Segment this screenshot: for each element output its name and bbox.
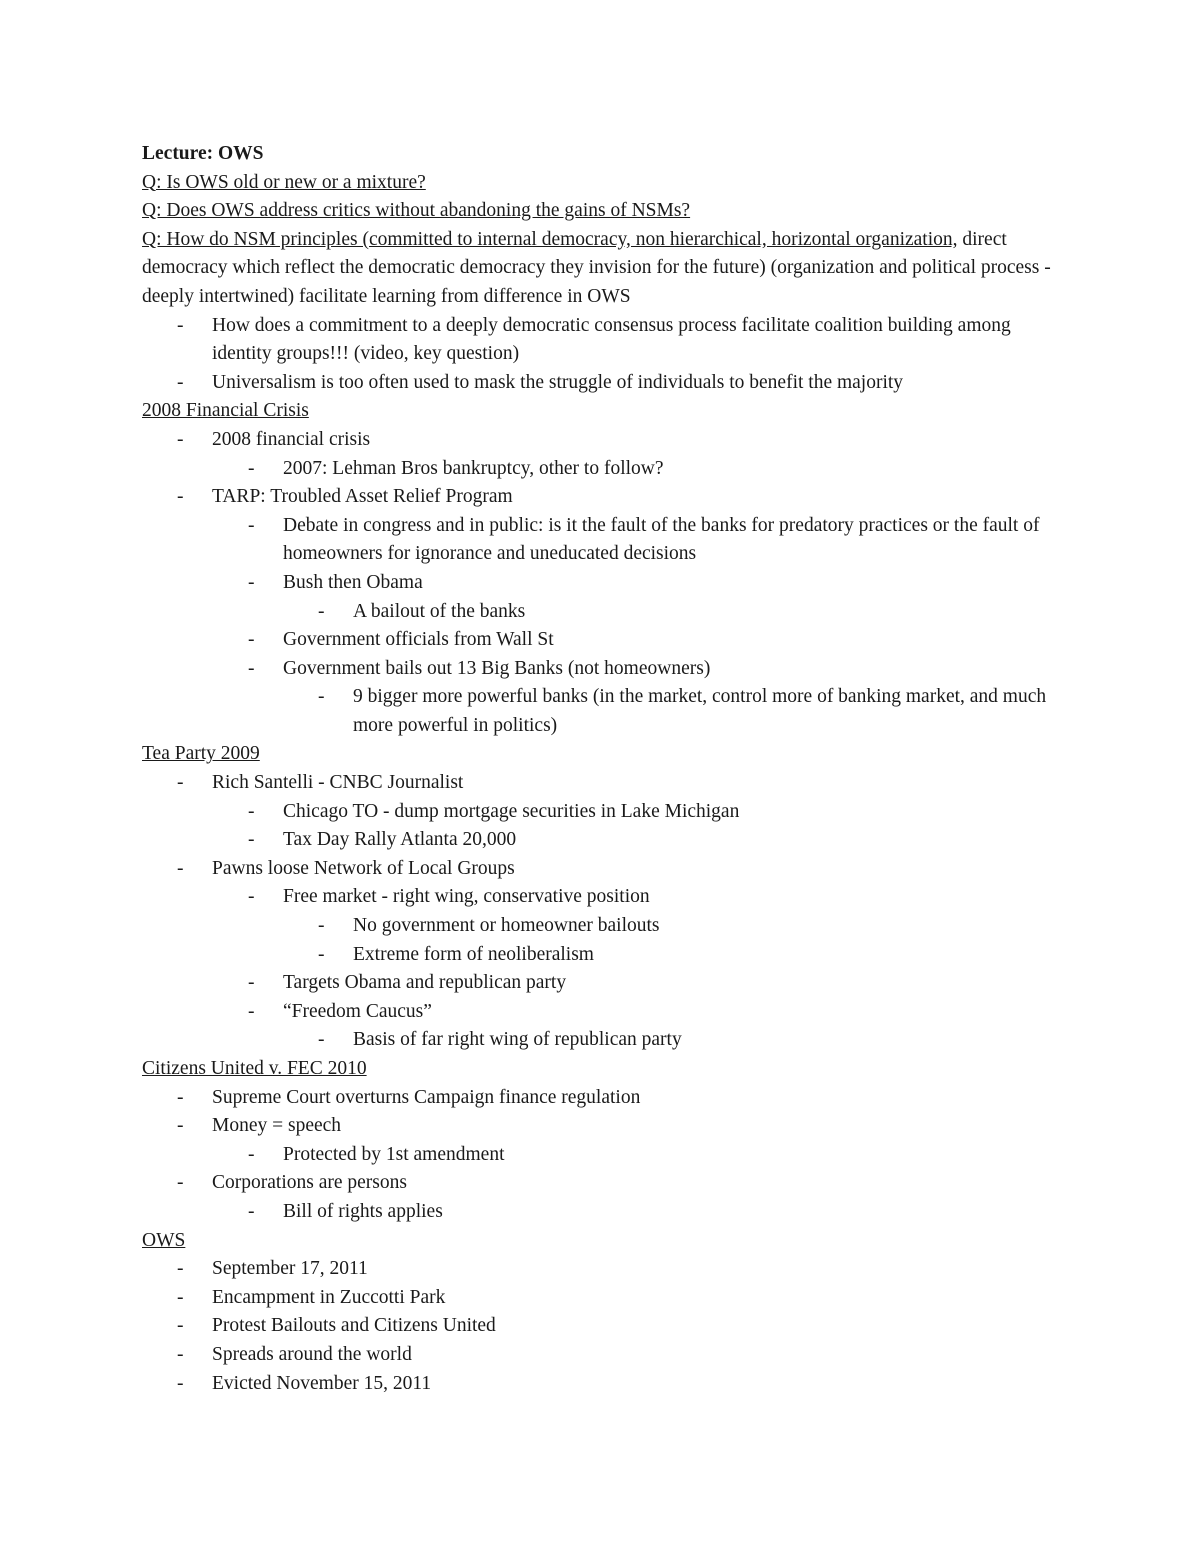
list-item: - TARP: Troubled Asset Relief Program — [177, 486, 513, 508]
section-heading-tea-party: Tea Party 2009 — [142, 743, 260, 765]
question-3 — [142, 226, 1062, 312]
list-item: - Supreme Court overturns Campaign finance regulation — [177, 1086, 641, 1108]
list-item: - Government bails out 13 Big Banks (not homeowners) — [248, 657, 711, 679]
list-item: - A bailout of the banks — [318, 600, 526, 622]
list-item: - Bush then Obama — [248, 571, 423, 593]
list-item: - Rich Santelli - CNBC Journalist — [177, 772, 464, 794]
list-item: - Extreme form of neoliberalism — [318, 943, 594, 965]
question-3-underlined: Q: How do NSM principles (committed to internal democracy, non hierarchical, horizontal organization, — [142, 228, 958, 250]
list-item: - September 17, 2011 — [177, 1258, 368, 1280]
list-item: - Free market - right wing, conservative position — [248, 886, 650, 908]
list-item: - Tax Day Rally Atlanta 20,000 — [248, 829, 517, 851]
list-item: - 2008 financial crisis — [177, 428, 371, 450]
list-item: - Targets Obama and republican party — [248, 972, 567, 994]
section-heading-citizens-united: Citizens United v. FEC 2010 — [142, 1058, 367, 1079]
question-3-rest: direct democracy which reflect the democratic democracy they invision for the future) (organization and political process - deeply intertwined) facilitate learning from difference in OWS — [142, 228, 1051, 307]
document-page — [142, 140, 1062, 1398]
section-heading-financial-crisis: 2008 Financial Crisis — [142, 400, 309, 422]
list-item: - No government or homeowner bailouts — [318, 915, 660, 937]
list-item: - Chicago TO - dump mortgage securities in Lake Michigan — [248, 800, 740, 822]
list-item: - Universalism is too often used to mask the struggle of individuals to benefit the majority — [177, 371, 904, 393]
question-2: Q: Does OWS address critics without abandoning the gains of NSMs? — [142, 200, 691, 222]
list-item: - Basis of far right wing of republican party — [318, 1029, 682, 1051]
list-item: - 2007: Lehman Bros bankruptcy, other to follow? — [248, 457, 664, 479]
list-item: - Spreads around the world — [177, 1343, 412, 1365]
list-item: - “Freedom Caucus” — [248, 1000, 432, 1022]
list-item: - Government officials from Wall St — [248, 629, 554, 651]
list-item: - Evicted November 15, 2011 — [177, 1372, 432, 1394]
list-item: - Corporations are persons — [177, 1172, 407, 1194]
list-item: - 9 bigger more powerful banks (in the market, control more of banking market, and much more powerful in politics) — [318, 686, 1047, 736]
question-1: Q: Is OWS old or new or a mixture? — [142, 171, 426, 193]
list-item: - Protected by 1st amendment — [248, 1143, 505, 1165]
list-item: - Money = speech — [177, 1115, 342, 1137]
list-item: - Debate in congress and in public: is it the fault of the banks for predatory practices or the fault of homeowners for ignorance and uneducated decisions — [248, 514, 1040, 565]
list-item: - Pawns loose Network of Local Groups — [177, 857, 515, 879]
list-item: - How does a commitment to a deeply democratic consensus process facilitate coalition building among identity groups!!! (video, key question) — [177, 314, 1011, 365]
list-item: - Encampment in Zuccotti Park — [177, 1286, 446, 1308]
lecture-title: Lecture: OWS — [142, 143, 264, 164]
list-item: - Bill of rights applies — [248, 1200, 443, 1222]
list-item: - Protest Bailouts and Citizens United — [177, 1315, 496, 1337]
section-heading-ows: OWS — [142, 1229, 186, 1251]
